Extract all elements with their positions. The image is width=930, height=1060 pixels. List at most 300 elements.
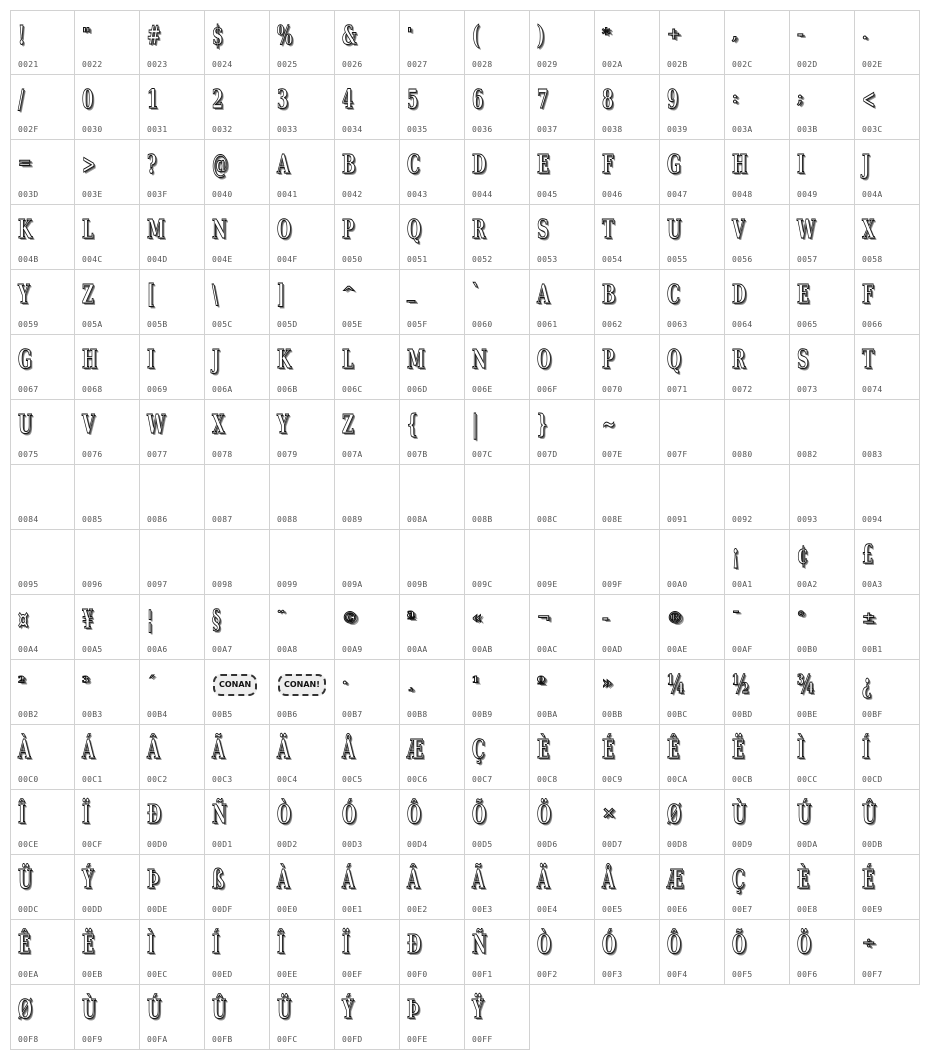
glyph-cell[interactable]: [855, 270, 920, 335]
glyph-cell[interactable]: [10, 660, 75, 725]
glyph-cell[interactable]: [790, 400, 855, 465]
glyph-cell[interactable]: [855, 10, 920, 75]
glyph-cell[interactable]: [140, 855, 205, 920]
glyph-cell[interactable]: [270, 140, 335, 205]
glyph-cell[interactable]: [205, 855, 270, 920]
glyph-cell[interactable]: [140, 75, 205, 140]
glyph-preview: ²: [18, 673, 26, 692]
glyph-cell[interactable]: [75, 465, 140, 530]
glyph-code-label: 003D: [18, 190, 39, 199]
glyph-cell[interactable]: [790, 530, 855, 595]
glyph-cell[interactable]: [335, 465, 400, 530]
glyph-cell[interactable]: [660, 920, 725, 985]
glyph-cell[interactable]: [335, 595, 400, 660]
glyph-code-label: 00C3: [212, 775, 233, 784]
glyph-cell[interactable]: [855, 335, 920, 400]
glyph-cell[interactable]: [530, 920, 595, 985]
glyph-cell[interactable]: [660, 855, 725, 920]
glyph-cell[interactable]: [855, 75, 920, 140]
glyph-code-label: 0049: [797, 190, 818, 199]
glyph-cell[interactable]: [75, 140, 140, 205]
glyph-preview: .: [862, 24, 868, 43]
glyph-cell[interactable]: [595, 10, 660, 75]
glyph-cell[interactable]: [595, 660, 660, 725]
glyph-cell[interactable]: [465, 75, 530, 140]
glyph-cell[interactable]: [10, 790, 75, 855]
glyph-preview: 2: [212, 85, 224, 115]
glyph-cell[interactable]: [660, 660, 725, 725]
glyph-code-label: 00E9: [862, 905, 883, 914]
glyph-cell[interactable]: [205, 140, 270, 205]
glyph-cell[interactable]: [75, 335, 140, 400]
glyph-cell[interactable]: [400, 530, 465, 595]
glyph-cell[interactable]: [465, 270, 530, 335]
glyph-cell[interactable]: [725, 920, 790, 985]
glyph-cell[interactable]: [140, 595, 205, 660]
glyph-cell[interactable]: [205, 920, 270, 985]
glyph-cell[interactable]: [10, 205, 75, 270]
glyph-preview: Ò: [537, 930, 552, 960]
glyph-cell[interactable]: [10, 75, 75, 140]
glyph-cell[interactable]: [335, 75, 400, 140]
glyph-cell[interactable]: [465, 465, 530, 530]
glyph-preview: D: [472, 150, 486, 180]
glyph-cell[interactable]: [335, 10, 400, 75]
glyph-cell[interactable]: [400, 75, 465, 140]
glyph-cell[interactable]: [530, 855, 595, 920]
glyph-preview: CONAN: [213, 674, 257, 696]
glyph-cell[interactable]: [595, 595, 660, 660]
glyph-cell[interactable]: [75, 725, 140, 790]
glyph-cell[interactable]: [530, 530, 595, 595]
glyph-cell[interactable]: [400, 335, 465, 400]
glyph-cell[interactable]: [10, 530, 75, 595]
glyph-cell[interactable]: [660, 205, 725, 270]
glyph-cell[interactable]: [790, 725, 855, 790]
glyph-cell[interactable]: [530, 205, 595, 270]
glyph-cell[interactable]: [270, 10, 335, 75]
glyph-cell[interactable]: [400, 10, 465, 75]
glyph-cell[interactable]: [465, 725, 530, 790]
glyph-cell[interactable]: [10, 270, 75, 335]
glyph-cell[interactable]: [790, 335, 855, 400]
glyph-cell[interactable]: [205, 985, 270, 1050]
glyph-cell[interactable]: [595, 920, 660, 985]
glyph-cell[interactable]: [205, 530, 270, 595]
glyph-preview: Ë: [732, 735, 745, 765]
glyph-cell[interactable]: [790, 10, 855, 75]
glyph-cell[interactable]: [530, 660, 595, 725]
glyph-code-label: 00D9: [732, 840, 753, 849]
glyph-code-label: 00E8: [797, 905, 818, 914]
glyph-cell[interactable]: [595, 335, 660, 400]
glyph-cell[interactable]: [855, 790, 920, 855]
glyph-cell[interactable]: [725, 595, 790, 660]
glyph-cell[interactable]: [725, 270, 790, 335]
glyph-cell[interactable]: [855, 725, 920, 790]
glyph-cell[interactable]: [465, 140, 530, 205]
glyph-cell[interactable]: [335, 400, 400, 465]
glyph-cell[interactable]: [465, 530, 530, 595]
glyph-cell[interactable]: [75, 790, 140, 855]
glyph-cell[interactable]: [530, 270, 595, 335]
glyph-code-label: 00C0: [18, 775, 39, 784]
glyph-preview: C: [667, 280, 680, 310]
glyph-code-label: 0041: [277, 190, 298, 199]
glyph-cell[interactable]: [465, 660, 530, 725]
glyph-cell[interactable]: [660, 10, 725, 75]
glyph-cell[interactable]: [335, 920, 400, 985]
glyph-preview: =: [18, 153, 32, 172]
glyph-cell[interactable]: [10, 855, 75, 920]
glyph-code-label: 0070: [602, 385, 623, 394]
glyph-cell[interactable]: [725, 660, 790, 725]
glyph-code-label: 00E4: [537, 905, 558, 914]
glyph-code-label: 00FA: [147, 1035, 168, 1044]
glyph-preview: Ì: [147, 930, 155, 960]
glyph-cell[interactable]: [270, 205, 335, 270]
glyph-cell[interactable]: [465, 595, 530, 660]
glyph-cell[interactable]: [205, 75, 270, 140]
glyph-cell[interactable]: [530, 400, 595, 465]
glyph-cell[interactable]: [75, 595, 140, 660]
glyph-cell[interactable]: [725, 855, 790, 920]
glyph-cell[interactable]: [270, 335, 335, 400]
glyph-code-label: 0084: [18, 515, 39, 524]
glyph-cell[interactable]: [140, 205, 205, 270]
glyph-cell[interactable]: [855, 660, 920, 725]
glyph-cell[interactable]: [855, 920, 920, 985]
glyph-cell[interactable]: [790, 465, 855, 530]
glyph-cell[interactable]: [10, 985, 75, 1050]
glyph-cell[interactable]: [790, 790, 855, 855]
glyph-cell[interactable]: [725, 400, 790, 465]
glyph-cell[interactable]: [595, 790, 660, 855]
glyph-preview: $: [212, 21, 224, 51]
glyph-cell[interactable]: [140, 920, 205, 985]
glyph-code-label: 00C7: [472, 775, 493, 784]
glyph-cell[interactable]: [790, 595, 855, 660]
glyph-cell[interactable]: [790, 855, 855, 920]
glyph-cell[interactable]: [270, 660, 335, 725]
glyph-cell[interactable]: [530, 75, 595, 140]
glyph-cell[interactable]: [595, 855, 660, 920]
glyph-preview: Ú: [797, 800, 812, 830]
glyph-cell[interactable]: [10, 920, 75, 985]
glyph-cell[interactable]: [595, 465, 660, 530]
glyph-code-label: 00F0: [407, 970, 428, 979]
glyph-cell[interactable]: [725, 725, 790, 790]
glyph-code-label: 00DD: [82, 905, 103, 914]
glyph-cell[interactable]: [400, 790, 465, 855]
glyph-cell[interactable]: [595, 270, 660, 335]
glyph-cell[interactable]: [205, 595, 270, 660]
glyph-code-label: 00D2: [277, 840, 298, 849]
glyph-code-label: 00EC: [147, 970, 168, 979]
glyph-cell[interactable]: [465, 920, 530, 985]
glyph-cell[interactable]: [660, 270, 725, 335]
glyph-cell[interactable]: [75, 660, 140, 725]
glyph-cell[interactable]: [530, 790, 595, 855]
glyph-cell[interactable]: [140, 725, 205, 790]
glyph-preview: H: [732, 150, 748, 180]
glyph-cell[interactable]: [75, 10, 140, 75]
glyph-code-label: 0086: [147, 515, 168, 524]
glyph-cell[interactable]: [140, 790, 205, 855]
glyph-cell[interactable]: [660, 530, 725, 595]
glyph-preview: S: [797, 345, 809, 375]
glyph-cell[interactable]: [140, 270, 205, 335]
glyph-cell[interactable]: [660, 465, 725, 530]
glyph-cell[interactable]: [530, 725, 595, 790]
glyph-cell[interactable]: [10, 335, 75, 400]
glyph-cell[interactable]: [855, 400, 920, 465]
glyph-cell[interactable]: [595, 75, 660, 140]
glyph-preview: &: [342, 21, 357, 51]
glyph-preview: U: [667, 215, 682, 245]
glyph-cell[interactable]: [530, 465, 595, 530]
glyph-code-label: 0076: [82, 450, 103, 459]
glyph-cell[interactable]: [400, 725, 465, 790]
glyph-code-label: 0055: [667, 255, 688, 264]
glyph-cell[interactable]: [595, 140, 660, 205]
glyph-cell[interactable]: [75, 75, 140, 140]
glyph-cell[interactable]: [75, 920, 140, 985]
glyph-cell[interactable]: [270, 725, 335, 790]
glyph-cell[interactable]: [660, 140, 725, 205]
glyph-cell[interactable]: [660, 75, 725, 140]
glyph-cell[interactable]: [465, 985, 530, 1050]
glyph-code-label: 005D: [277, 320, 298, 329]
glyph-cell[interactable]: [335, 790, 400, 855]
glyph-preview: *: [602, 24, 611, 43]
glyph-cell[interactable]: [400, 400, 465, 465]
glyph-code-label: 0033: [277, 125, 298, 134]
glyph-code-label: 0057: [797, 255, 818, 264]
glyph-cell[interactable]: [790, 140, 855, 205]
glyph-cell[interactable]: [205, 400, 270, 465]
glyph-code-label: 0047: [667, 190, 688, 199]
glyph-cell[interactable]: [140, 140, 205, 205]
glyph-cell[interactable]: [855, 855, 920, 920]
glyph-preview: G: [667, 150, 681, 180]
glyph-code-label: 0096: [82, 580, 103, 589]
glyph-cell[interactable]: [595, 400, 660, 465]
glyph-cell[interactable]: [205, 790, 270, 855]
glyph-code-label: 00B9: [472, 710, 493, 719]
glyph-cell[interactable]: [400, 660, 465, 725]
glyph-preview: ±: [862, 608, 876, 627]
glyph-cell[interactable]: [725, 140, 790, 205]
glyph-cell[interactable]: [270, 530, 335, 595]
glyph-code-label: 00F9: [82, 1035, 103, 1044]
glyph-cell[interactable]: [855, 530, 920, 595]
glyph-cell[interactable]: [660, 725, 725, 790]
glyph-cell[interactable]: [400, 985, 465, 1050]
glyph-cell[interactable]: [595, 205, 660, 270]
glyph-cell[interactable]: [140, 660, 205, 725]
glyph-cell[interactable]: [725, 75, 790, 140]
glyph-cell[interactable]: [465, 335, 530, 400]
glyph-code-label: 0038: [602, 125, 623, 134]
glyph-cell[interactable]: [205, 465, 270, 530]
glyph-cell[interactable]: [530, 335, 595, 400]
glyph-cell[interactable]: [140, 335, 205, 400]
glyph-cell[interactable]: [10, 140, 75, 205]
glyph-cell[interactable]: [465, 855, 530, 920]
glyph-cell[interactable]: [400, 205, 465, 270]
glyph-cell[interactable]: [530, 140, 595, 205]
glyph-cell[interactable]: [75, 985, 140, 1050]
glyph-cell[interactable]: [400, 270, 465, 335]
glyph-cell[interactable]: [270, 465, 335, 530]
glyph-preview: ª: [407, 608, 415, 627]
glyph-code-label: 0031: [147, 125, 168, 134]
glyph-code-label: 007D: [537, 450, 558, 459]
glyph-cell[interactable]: [855, 140, 920, 205]
glyph-cell[interactable]: [400, 140, 465, 205]
glyph-cell[interactable]: [270, 985, 335, 1050]
glyph-cell[interactable]: [790, 270, 855, 335]
glyph-cell[interactable]: [10, 725, 75, 790]
glyph-cell[interactable]: [75, 400, 140, 465]
glyph-cell[interactable]: [725, 530, 790, 595]
glyph-code-label: 00F2: [537, 970, 558, 979]
glyph-cell[interactable]: [205, 205, 270, 270]
glyph-code-label: 00B0: [797, 645, 818, 654]
glyph-cell[interactable]: [855, 205, 920, 270]
glyph-code-label: 0034: [342, 125, 363, 134]
glyph-cell[interactable]: [140, 985, 205, 1050]
glyph-code-label: 00EA: [18, 970, 39, 979]
glyph-cell[interactable]: [335, 855, 400, 920]
glyph-code-label: 0063: [667, 320, 688, 329]
glyph-cell[interactable]: [10, 10, 75, 75]
glyph-cell[interactable]: [790, 660, 855, 725]
glyph-cell[interactable]: [335, 140, 400, 205]
glyph-cell[interactable]: [400, 465, 465, 530]
glyph-preview: N: [212, 215, 227, 245]
glyph-cell[interactable]: [335, 985, 400, 1050]
glyph-cell[interactable]: [725, 335, 790, 400]
glyph-cell[interactable]: [660, 790, 725, 855]
glyph-cell[interactable]: [725, 10, 790, 75]
glyph-cell[interactable]: [725, 465, 790, 530]
glyph-cell[interactable]: [270, 400, 335, 465]
glyph-cell[interactable]: [855, 595, 920, 660]
glyph-cell[interactable]: [10, 465, 75, 530]
glyph-cell[interactable]: [855, 465, 920, 530]
glyph-code-label: 0053: [537, 255, 558, 264]
glyph-code-label: 00BF: [862, 710, 883, 719]
glyph-cell[interactable]: [10, 595, 75, 660]
glyph-cell[interactable]: [530, 10, 595, 75]
glyph-cell[interactable]: [10, 400, 75, 465]
glyph-preview: S: [537, 215, 549, 245]
glyph-code-label: 00D4: [407, 840, 428, 849]
glyph-cell[interactable]: [270, 920, 335, 985]
glyph-cell[interactable]: [725, 205, 790, 270]
glyph-code-label: 0064: [732, 320, 753, 329]
glyph-cell[interactable]: [335, 205, 400, 270]
glyph-code-label: 005F: [407, 320, 428, 329]
glyph-cell[interactable]: [335, 660, 400, 725]
glyph-preview: Ô: [667, 930, 682, 960]
glyph-cell[interactable]: [465, 790, 530, 855]
glyph-cell[interactable]: [140, 465, 205, 530]
glyph-cell[interactable]: [465, 205, 530, 270]
glyph-preview: M: [407, 345, 425, 375]
glyph-preview: (: [472, 21, 480, 51]
glyph-cell[interactable]: [75, 205, 140, 270]
glyph-cell[interactable]: [335, 270, 400, 335]
glyph-cell[interactable]: [205, 335, 270, 400]
glyph-cell[interactable]: [75, 855, 140, 920]
glyph-cell[interactable]: [140, 530, 205, 595]
glyph-cell[interactable]: [270, 75, 335, 140]
glyph-code-label: 00D6: [537, 840, 558, 849]
glyph-cell[interactable]: [205, 660, 270, 725]
glyph-cell[interactable]: [140, 400, 205, 465]
glyph-cell[interactable]: [660, 595, 725, 660]
glyph-cell[interactable]: [205, 725, 270, 790]
glyph-cell[interactable]: [205, 10, 270, 75]
glyph-cell[interactable]: [790, 205, 855, 270]
glyph-preview: Ù: [732, 800, 747, 830]
glyph-cell[interactable]: [75, 270, 140, 335]
glyph-cell[interactable]: [595, 530, 660, 595]
glyph-cell[interactable]: [790, 920, 855, 985]
glyph-code-label: 00DB: [862, 840, 883, 849]
glyph-cell[interactable]: [270, 595, 335, 660]
glyph-cell[interactable]: [465, 400, 530, 465]
glyph-code-label: 00A3: [862, 580, 883, 589]
glyph-cell[interactable]: [335, 335, 400, 400]
glyph-cell[interactable]: [270, 270, 335, 335]
glyph-code-label: 00D0: [147, 840, 168, 849]
glyph-cell[interactable]: [75, 530, 140, 595]
glyph-cell[interactable]: [595, 725, 660, 790]
glyph-cell[interactable]: [530, 595, 595, 660]
glyph-cell[interactable]: [335, 725, 400, 790]
glyph-preview: ¥: [82, 605, 94, 635]
glyph-preview: Ì: [797, 735, 805, 765]
glyph-preview: ¾: [797, 670, 814, 700]
glyph-cell[interactable]: [660, 400, 725, 465]
glyph-cell[interactable]: [400, 855, 465, 920]
glyph-cell[interactable]: [725, 790, 790, 855]
glyph-code-label: 005C: [212, 320, 233, 329]
glyph-code-label: 0066: [862, 320, 883, 329]
glyph-cell[interactable]: [400, 595, 465, 660]
glyph-cell[interactable]: [270, 790, 335, 855]
glyph-code-label: 0024: [212, 60, 233, 69]
glyph-cell[interactable]: [400, 920, 465, 985]
glyph-cell[interactable]: [660, 335, 725, 400]
glyph-preview: Ä: [277, 735, 290, 765]
glyph-code-label: 0021: [18, 60, 39, 69]
glyph-cell[interactable]: [790, 75, 855, 140]
glyph-preview: É: [602, 735, 615, 765]
glyph-cell[interactable]: [335, 530, 400, 595]
glyph-cell[interactable]: [205, 270, 270, 335]
glyph-code-label: 0089: [342, 515, 363, 524]
glyph-cell[interactable]: [465, 10, 530, 75]
glyph-cell[interactable]: [140, 10, 205, 75]
glyph-code-label: 002E: [862, 60, 883, 69]
glyph-preview: È: [537, 735, 550, 765]
glyph-cell[interactable]: [270, 855, 335, 920]
